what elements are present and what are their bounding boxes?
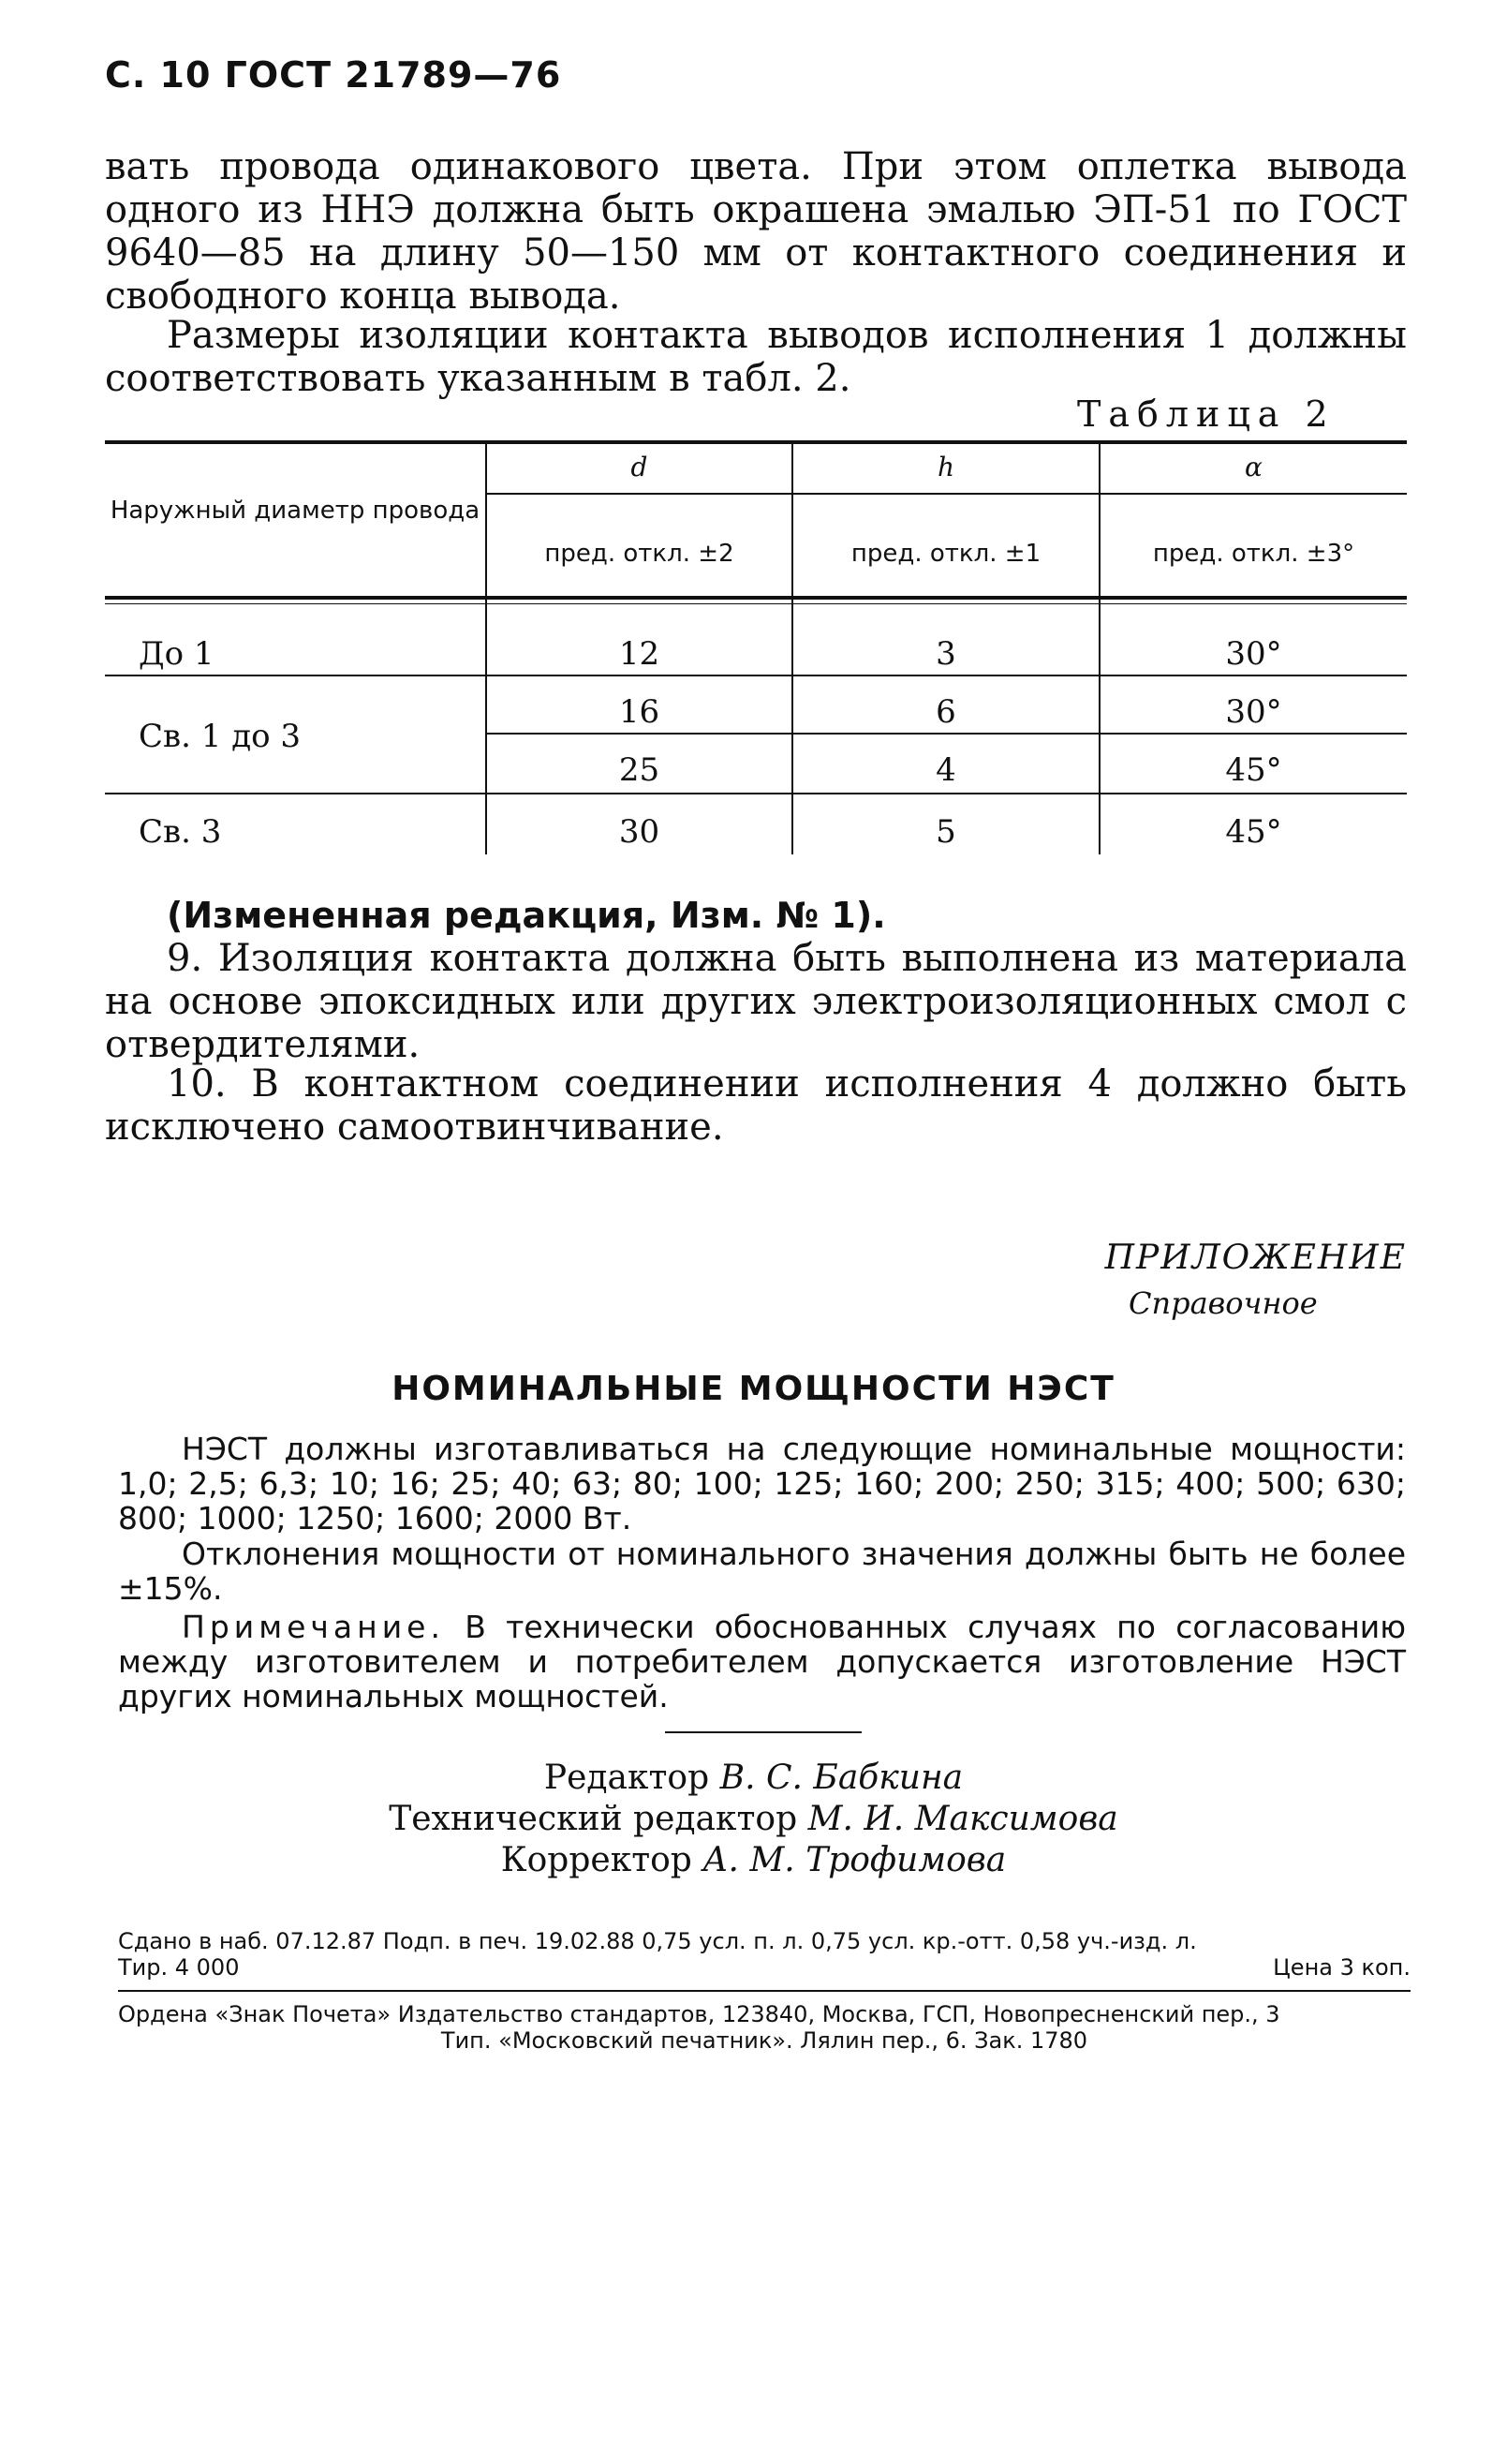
paragraph-wire-color: вать провода одинакового цвета. При этом оплетка вывода одного из ННЭ должна быть окрашена эмалью ЭП-51 по ГОСТ 9640—85 на длину 50—150 мм от контактного соединения и свободного конца вывода. bbox=[105, 145, 1407, 318]
table-header-mid-rule bbox=[485, 493, 1407, 495]
col-tolerance-alpha: пред. откл. ±3° bbox=[1152, 540, 1355, 568]
appendix-sublabel: Справочное bbox=[1129, 1285, 1318, 1321]
appendix-para-deviation: Отклонения мощности от номинального значения должны быть не более ±15%. bbox=[118, 1536, 1406, 1607]
row-label-2: Св. 1 до 3 bbox=[139, 718, 302, 755]
imprint-line-1: Сдано в наб. 07.12.87 Подп. в печ. 19.02.88 0,75 усл. п. л. 0,75 усл. кр.-отт. 0,58 уч.-изд. л. bbox=[118, 1928, 1197, 1954]
credit-editor bbox=[0, 1758, 1507, 1799]
corrector-role: Корректор bbox=[500, 1841, 692, 1879]
col-tolerance-h: пред. откл. ±1 bbox=[850, 540, 1042, 568]
tech-role: Технический редактор bbox=[389, 1800, 798, 1838]
table-row-rule-2 bbox=[485, 733, 1407, 735]
paragraph-table-ref: Размеры изоляции контакта выводов исполнения 1 должны соответствовать указанным в табл. 2. bbox=[105, 314, 1407, 400]
credit-corrector bbox=[0, 1840, 1507, 1881]
appendix-note bbox=[118, 1610, 1406, 1714]
col-symbol-h: h bbox=[937, 452, 955, 482]
cell-a-4: 45° bbox=[1225, 813, 1282, 851]
appendix-label: ПРИЛОЖЕНИЕ bbox=[1104, 1239, 1407, 1277]
item-9: 9. Изоляция контакта должна быть выполнена из материала на основе эпоксидных или других электроизоляционных смол с отвердителями. bbox=[105, 937, 1407, 1066]
table-row-rule-3 bbox=[105, 793, 1407, 794]
note-text: В технически обоснованных случаях по согласованию между изготовителем и потребителем допускается изготовление НЭСТ других номинальных мощностей. bbox=[118, 1609, 1406, 1714]
appendix-para-powers: НЭСТ должны изготавливаться на следующие номинальные мощности: 1,0; 2,5; 6,3; 10; 16; 25; 40; 63; 80; 100; 125; 160; 200; 250; 315; 400; 500; 630; 800; 1000; 1250; 1600; 2000 Вт. bbox=[118, 1431, 1406, 1536]
editor-role: Редактор bbox=[543, 1759, 710, 1797]
table-header-bottom-rule bbox=[105, 596, 1407, 600]
imprint-line-4: Тип. «Московский печатник». Лялин пер., 6. Зак. 1780 bbox=[440, 2027, 1088, 2054]
item-10: 10. В контактном соединении исполнения 4 должно быть исключено самоотвинчивание. bbox=[105, 1062, 1407, 1149]
row-label-1: До 1 bbox=[139, 635, 214, 673]
cell-a-1: 30° bbox=[1225, 635, 1282, 673]
page-header: С. 10 ГОСТ 21789—76 bbox=[105, 54, 562, 96]
cell-a-2: 30° bbox=[1225, 693, 1282, 731]
cell-d-1: 12 bbox=[618, 635, 660, 673]
table-row-rule-1 bbox=[105, 675, 1407, 676]
col-symbol-d: d bbox=[630, 452, 648, 482]
print-run: Тир. 4 000 bbox=[118, 1954, 240, 1981]
imprint-rule bbox=[118, 1990, 1411, 1992]
cell-h-3: 4 bbox=[936, 751, 956, 789]
note-label: Примечание. bbox=[182, 1609, 445, 1645]
cell-h-4: 5 bbox=[936, 813, 956, 851]
cell-h-2: 6 bbox=[936, 693, 956, 731]
credit-tech-editor bbox=[0, 1799, 1507, 1840]
table-top-rule bbox=[105, 440, 1407, 444]
price: Цена 3 коп. bbox=[1273, 1954, 1411, 1981]
cell-a-3: 45° bbox=[1225, 751, 1282, 789]
editor-name: В. С. Бабкина bbox=[719, 1759, 964, 1797]
table-header-bottom-rule-2 bbox=[105, 603, 1407, 604]
appendix-title: НОМИНАЛЬНЫЕ МОЩНОСТИ НЭСТ bbox=[392, 1370, 1115, 1408]
table-caption: Таблица 2 bbox=[1077, 393, 1336, 435]
cell-h-1: 3 bbox=[936, 635, 956, 673]
cell-d-2: 16 bbox=[618, 693, 660, 731]
tech-name: М. И. Максимова bbox=[807, 1800, 1118, 1838]
cell-d-3: 25 bbox=[618, 751, 660, 789]
col-symbol-alpha: α bbox=[1245, 452, 1263, 482]
corrector-name: А. М. Трофимова bbox=[702, 1841, 1007, 1879]
credits-separator bbox=[665, 1731, 862, 1733]
table-row-header: Наружный диаметр провода bbox=[110, 497, 480, 525]
imprint-line-3: Ордена «Знак Почета» Издательство стандартов, 123840, Москва, ГСП, Новопресненский пер., 3 bbox=[118, 2001, 1280, 2027]
row-label-4: Св. 3 bbox=[139, 813, 222, 851]
amendment-note: (Измененная редакция, Изм. № 1). bbox=[167, 895, 886, 936]
imprint-line-2 bbox=[118, 1954, 1411, 1981]
col-tolerance-d: пред. откл. ±2 bbox=[544, 540, 734, 568]
cell-d-4: 30 bbox=[618, 813, 660, 851]
